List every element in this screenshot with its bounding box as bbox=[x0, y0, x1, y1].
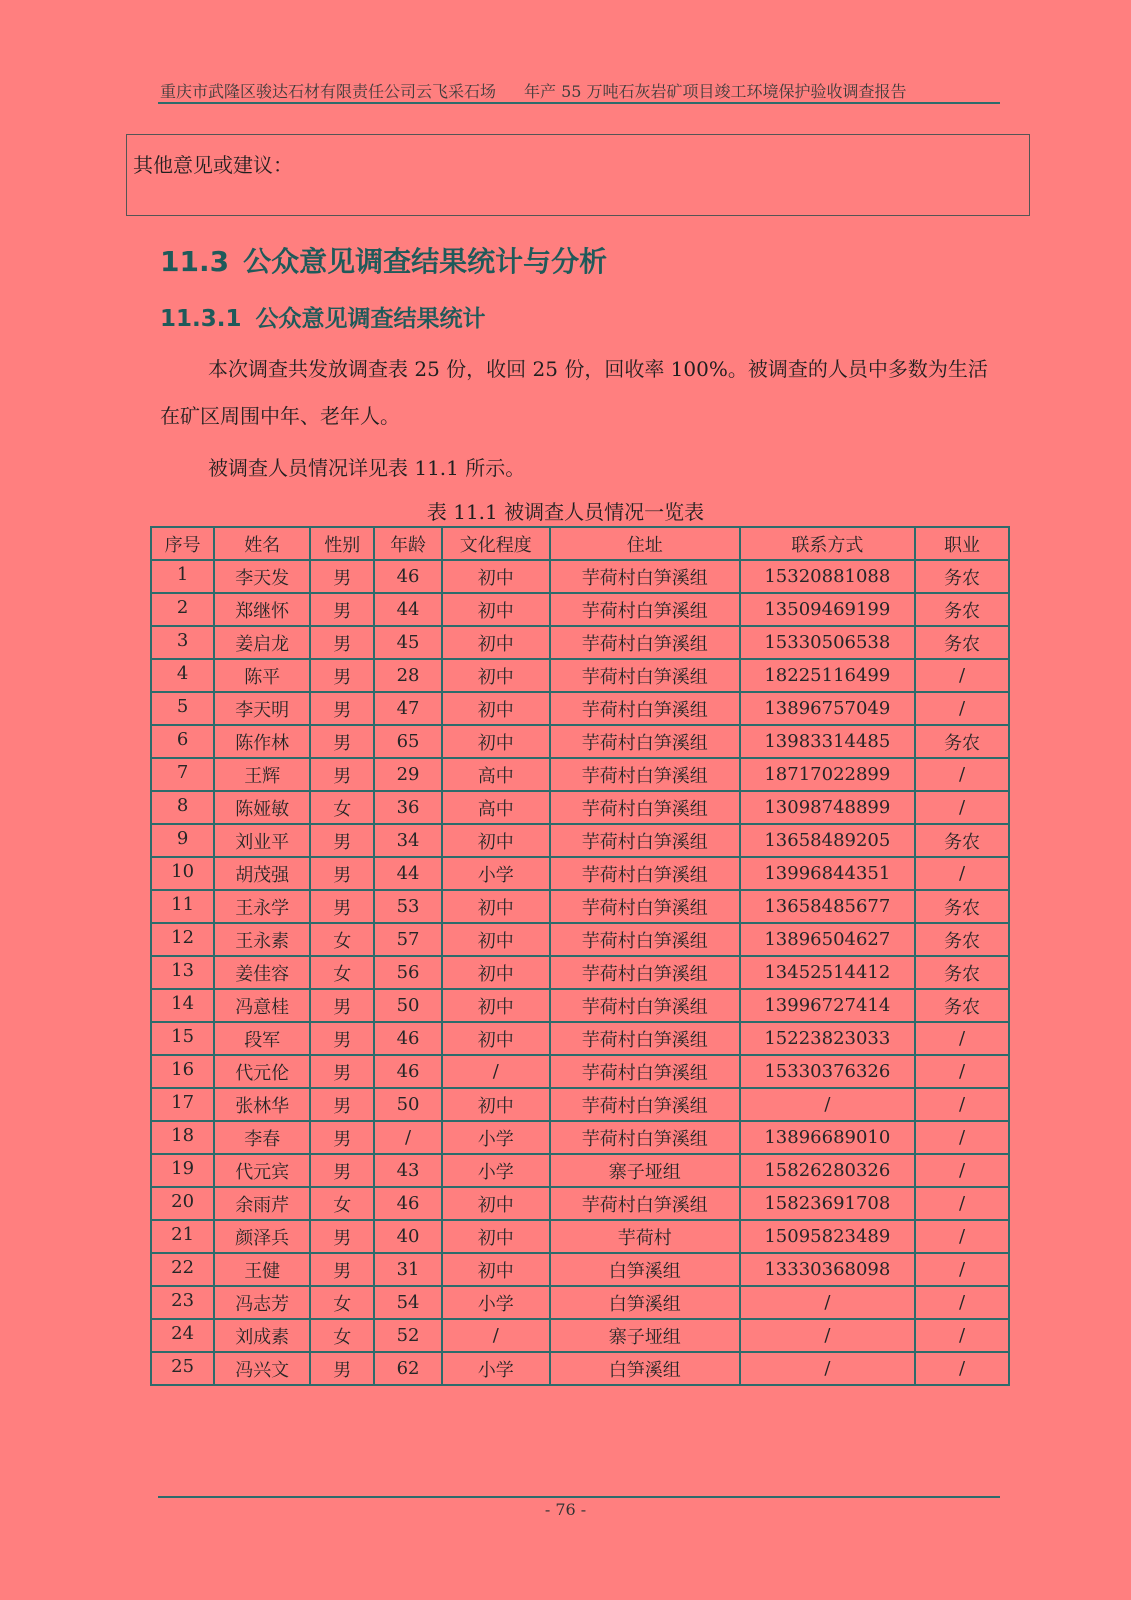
cell-index: 1 bbox=[151, 560, 214, 593]
cell-name: 陈娅敏 bbox=[214, 791, 310, 824]
cell-contact: / bbox=[740, 1286, 915, 1319]
cell-occupation: / bbox=[915, 1088, 1009, 1121]
cell-gender: 男 bbox=[310, 560, 374, 593]
cell-name: 王辉 bbox=[214, 758, 310, 791]
cell-name: 李春 bbox=[214, 1121, 310, 1154]
cell-occupation: 务农 bbox=[915, 956, 1009, 989]
cell-education: / bbox=[442, 1055, 550, 1088]
cell-occupation: / bbox=[915, 659, 1009, 692]
cell-education: 高中 bbox=[442, 791, 550, 824]
cell-address: 芋荷村 bbox=[550, 1220, 740, 1253]
cell-address: 芋荷村白笋溪组 bbox=[550, 758, 740, 791]
cell-address: 芋荷村白笋溪组 bbox=[550, 890, 740, 923]
cell-contact: 13996727414 bbox=[740, 989, 915, 1022]
col-header-age: 年龄 bbox=[374, 527, 441, 560]
cell-contact: 13658489205 bbox=[740, 824, 915, 857]
cell-index: 12 bbox=[151, 923, 214, 956]
cell-name: 陈作林 bbox=[214, 725, 310, 758]
table-row bbox=[151, 626, 1009, 659]
table-header-row bbox=[151, 527, 1009, 560]
summary-paragraph: 本次调查共发放调查表 25 份，收回 25 份，回收率 100%。被调查的人员中多数为生活在矿区周围中年、老年人。 bbox=[160, 357, 988, 428]
cell-occupation: / bbox=[915, 692, 1009, 725]
cell-age: 45 bbox=[374, 626, 441, 659]
cell-gender: 男 bbox=[310, 1253, 374, 1286]
header-company: 重庆市武隆区骏达石材有限责任公司云飞采石场 bbox=[160, 82, 497, 101]
cell-age: 54 bbox=[374, 1286, 441, 1319]
cell-age: 50 bbox=[374, 989, 441, 1022]
col-header-gender: 性别 bbox=[310, 527, 374, 560]
table-reference-paragraph: 被调查人员情况详见表 11.1 所示。 bbox=[208, 456, 526, 480]
cell-index: 25 bbox=[151, 1352, 214, 1385]
cell-age: 44 bbox=[374, 857, 441, 890]
cell-age: 53 bbox=[374, 890, 441, 923]
table-row bbox=[151, 692, 1009, 725]
cell-occupation: / bbox=[915, 1253, 1009, 1286]
cell-address: 芋荷村白笋溪组 bbox=[550, 725, 740, 758]
cell-age: 43 bbox=[374, 1154, 441, 1187]
cell-index: 11 bbox=[151, 890, 214, 923]
table-row bbox=[151, 560, 1009, 593]
cell-index: 19 bbox=[151, 1154, 214, 1187]
cell-name: 姜佳容 bbox=[214, 956, 310, 989]
table-row bbox=[151, 923, 1009, 956]
cell-contact: / bbox=[740, 1319, 915, 1352]
cell-index: 10 bbox=[151, 857, 214, 890]
cell-index: 17 bbox=[151, 1088, 214, 1121]
col-header-occupation: 职业 bbox=[915, 527, 1009, 560]
cell-contact: 13452514412 bbox=[740, 956, 915, 989]
cell-index: 20 bbox=[151, 1187, 214, 1220]
table-row bbox=[151, 1055, 1009, 1088]
col-header-education: 文化程度 bbox=[442, 527, 550, 560]
cell-gender: 男 bbox=[310, 857, 374, 890]
cell-education: 小学 bbox=[442, 1154, 550, 1187]
cell-education: 初中 bbox=[442, 593, 550, 626]
cell-name: 王永素 bbox=[214, 923, 310, 956]
cell-index: 13 bbox=[151, 956, 214, 989]
cell-occupation: / bbox=[915, 857, 1009, 890]
cell-age: 36 bbox=[374, 791, 441, 824]
cell-name: 陈平 bbox=[214, 659, 310, 692]
cell-address: 芋荷村白笋溪组 bbox=[550, 626, 740, 659]
cell-occupation: / bbox=[915, 1286, 1009, 1319]
cell-education: / bbox=[442, 1319, 550, 1352]
cell-index: 9 bbox=[151, 824, 214, 857]
table-row bbox=[151, 989, 1009, 1022]
cell-gender: 男 bbox=[310, 593, 374, 626]
cell-gender: 女 bbox=[310, 956, 374, 989]
cell-education: 初中 bbox=[442, 1253, 550, 1286]
col-header-name: 姓名 bbox=[214, 527, 310, 560]
cell-education: 初中 bbox=[442, 1220, 550, 1253]
cell-address: 芋荷村白笋溪组 bbox=[550, 857, 740, 890]
cell-contact: 13658485677 bbox=[740, 890, 915, 923]
cell-address: 白笋溪组 bbox=[550, 1286, 740, 1319]
cell-address: 芋荷村白笋溪组 bbox=[550, 1088, 740, 1121]
cell-occupation: / bbox=[915, 1154, 1009, 1187]
cell-index: 21 bbox=[151, 1220, 214, 1253]
cell-address: 芋荷村白笋溪组 bbox=[550, 824, 740, 857]
page-header bbox=[160, 79, 998, 102]
cell-education: 初中 bbox=[442, 1088, 550, 1121]
table-row bbox=[151, 824, 1009, 857]
cell-occupation: 务农 bbox=[915, 824, 1009, 857]
cell-education: 初中 bbox=[442, 692, 550, 725]
table-row bbox=[151, 1022, 1009, 1055]
cell-address: 芋荷村白笋溪组 bbox=[550, 692, 740, 725]
cell-name: 胡茂强 bbox=[214, 857, 310, 890]
cell-contact: 13896757049 bbox=[740, 692, 915, 725]
cell-index: 15 bbox=[151, 1022, 214, 1055]
cell-index: 14 bbox=[151, 989, 214, 1022]
table-row bbox=[151, 1154, 1009, 1187]
table-row bbox=[151, 857, 1009, 890]
cell-name: 姜启龙 bbox=[214, 626, 310, 659]
cell-education: 小学 bbox=[442, 1286, 550, 1319]
cell-occupation: / bbox=[915, 758, 1009, 791]
table-row bbox=[151, 758, 1009, 791]
cell-gender: 男 bbox=[310, 1154, 374, 1187]
cell-name: 刘成素 bbox=[214, 1319, 310, 1352]
cell-occupation: / bbox=[915, 1121, 1009, 1154]
cell-gender: 男 bbox=[310, 824, 374, 857]
cell-contact: 13330368098 bbox=[740, 1253, 915, 1286]
cell-address: 芋荷村白笋溪组 bbox=[550, 560, 740, 593]
cell-age: 47 bbox=[374, 692, 441, 725]
cell-contact: 15320881088 bbox=[740, 560, 915, 593]
cell-address: 寨子垭组 bbox=[550, 1319, 740, 1352]
cell-occupation: / bbox=[915, 1220, 1009, 1253]
cell-education: 初中 bbox=[442, 1022, 550, 1055]
cell-age: 40 bbox=[374, 1220, 441, 1253]
cell-education: 初中 bbox=[442, 923, 550, 956]
cell-occupation: / bbox=[915, 1352, 1009, 1385]
cell-index: 3 bbox=[151, 626, 214, 659]
table-row bbox=[151, 659, 1009, 692]
cell-index: 22 bbox=[151, 1253, 214, 1286]
cell-gender: 男 bbox=[310, 1055, 374, 1088]
cell-education: 小学 bbox=[442, 1121, 550, 1154]
opinion-label: 其他意见或建议： bbox=[133, 153, 293, 177]
cell-occupation: 务农 bbox=[915, 725, 1009, 758]
cell-age: 44 bbox=[374, 593, 441, 626]
cell-education: 初中 bbox=[442, 560, 550, 593]
cell-age: 62 bbox=[374, 1352, 441, 1385]
cell-gender: 男 bbox=[310, 692, 374, 725]
cell-index: 16 bbox=[151, 1055, 214, 1088]
cell-name: 冯意桂 bbox=[214, 989, 310, 1022]
cell-contact: 15823691708 bbox=[740, 1187, 915, 1220]
cell-age: 52 bbox=[374, 1319, 441, 1352]
cell-gender: 男 bbox=[310, 1352, 374, 1385]
subsection-number: 11.3.1 bbox=[160, 306, 242, 332]
section-number: 11.3 bbox=[160, 245, 230, 278]
table-row bbox=[151, 791, 1009, 824]
cell-age: 34 bbox=[374, 824, 441, 857]
cell-education: 初中 bbox=[442, 989, 550, 1022]
cell-occupation: / bbox=[915, 1022, 1009, 1055]
header-rule bbox=[158, 102, 1000, 104]
cell-occupation: / bbox=[915, 791, 1009, 824]
cell-age: 29 bbox=[374, 758, 441, 791]
cell-age: 50 bbox=[374, 1088, 441, 1121]
cell-age: 46 bbox=[374, 1187, 441, 1220]
section-heading bbox=[160, 240, 607, 280]
cell-address: 白笋溪组 bbox=[550, 1253, 740, 1286]
cell-contact: 13896689010 bbox=[740, 1121, 915, 1154]
cell-age: / bbox=[374, 1121, 441, 1154]
cell-name: 段军 bbox=[214, 1022, 310, 1055]
cell-occupation: 务农 bbox=[915, 923, 1009, 956]
cell-age: 28 bbox=[374, 659, 441, 692]
cell-index: 24 bbox=[151, 1319, 214, 1352]
cell-education: 小学 bbox=[442, 857, 550, 890]
cell-occupation: 务农 bbox=[915, 560, 1009, 593]
cell-index: 5 bbox=[151, 692, 214, 725]
cell-gender: 男 bbox=[310, 725, 374, 758]
cell-contact: 18717022899 bbox=[740, 758, 915, 791]
cell-contact: 15330506538 bbox=[740, 626, 915, 659]
table-row bbox=[151, 1286, 1009, 1319]
section-title: 公众意见调查结果统计与分析 bbox=[243, 245, 608, 278]
cell-index: 2 bbox=[151, 593, 214, 626]
cell-name: 代元伦 bbox=[214, 1055, 310, 1088]
cell-age: 56 bbox=[374, 956, 441, 989]
table-row bbox=[151, 1121, 1009, 1154]
cell-gender: 女 bbox=[310, 791, 374, 824]
cell-name: 王健 bbox=[214, 1253, 310, 1286]
cell-education: 初中 bbox=[442, 626, 550, 659]
table-row bbox=[151, 890, 1009, 923]
cell-gender: 女 bbox=[310, 1187, 374, 1220]
cell-gender: 女 bbox=[310, 1286, 374, 1319]
table-caption: 表 11.1 被调查人员情况一览表 bbox=[426, 500, 705, 524]
cell-occupation: 务农 bbox=[915, 593, 1009, 626]
cell-occupation: / bbox=[915, 1187, 1009, 1220]
cell-address: 芋荷村白笋溪组 bbox=[550, 659, 740, 692]
cell-gender: 男 bbox=[310, 659, 374, 692]
cell-name: 冯志芳 bbox=[214, 1286, 310, 1319]
survey-table-body bbox=[151, 560, 1009, 1385]
opinion-box bbox=[126, 134, 1030, 216]
cell-gender: 男 bbox=[310, 758, 374, 791]
cell-address: 芋荷村白笋溪组 bbox=[550, 956, 740, 989]
cell-name: 张林华 bbox=[214, 1088, 310, 1121]
cell-index: 4 bbox=[151, 659, 214, 692]
cell-gender: 女 bbox=[310, 923, 374, 956]
cell-address: 芋荷村白笋溪组 bbox=[550, 923, 740, 956]
table-row bbox=[151, 1253, 1009, 1286]
cell-education: 初中 bbox=[442, 890, 550, 923]
table-row bbox=[151, 1352, 1009, 1385]
cell-name: 刘业平 bbox=[214, 824, 310, 857]
table-row bbox=[151, 725, 1009, 758]
header-project: 年产 55 万吨石灰岩矿项目竣工环境保护验收调查报告 bbox=[524, 82, 907, 101]
cell-index: 6 bbox=[151, 725, 214, 758]
cell-age: 46 bbox=[374, 560, 441, 593]
cell-gender: 男 bbox=[310, 626, 374, 659]
table-row bbox=[151, 956, 1009, 989]
cell-name: 代元宾 bbox=[214, 1154, 310, 1187]
cell-gender: 男 bbox=[310, 989, 374, 1022]
cell-gender: 男 bbox=[310, 1088, 374, 1121]
cell-name: 冯兴文 bbox=[214, 1352, 310, 1385]
cell-contact: 15826280326 bbox=[740, 1154, 915, 1187]
cell-occupation: / bbox=[915, 1319, 1009, 1352]
col-header-index: 序号 bbox=[151, 527, 214, 560]
cell-index: 23 bbox=[151, 1286, 214, 1319]
subsection-heading bbox=[160, 300, 486, 333]
cell-name: 王永学 bbox=[214, 890, 310, 923]
cell-contact: 15095823489 bbox=[740, 1220, 915, 1253]
cell-address: 芋荷村白笋溪组 bbox=[550, 1022, 740, 1055]
cell-contact: 18225116499 bbox=[740, 659, 915, 692]
cell-contact: / bbox=[740, 1352, 915, 1385]
cell-address: 芋荷村白笋溪组 bbox=[550, 791, 740, 824]
cell-address: 寨子垭组 bbox=[550, 1154, 740, 1187]
cell-name: 郑继怀 bbox=[214, 593, 310, 626]
cell-occupation: 务农 bbox=[915, 989, 1009, 1022]
cell-index: 18 bbox=[151, 1121, 214, 1154]
cell-index: 8 bbox=[151, 791, 214, 824]
cell-age: 31 bbox=[374, 1253, 441, 1286]
cell-education: 初中 bbox=[442, 824, 550, 857]
cell-age: 57 bbox=[374, 923, 441, 956]
cell-education: 初中 bbox=[442, 1187, 550, 1220]
cell-gender: 男 bbox=[310, 1121, 374, 1154]
cell-address: 白笋溪组 bbox=[550, 1352, 740, 1385]
table-row bbox=[151, 1319, 1009, 1352]
footer-rule bbox=[158, 1496, 1000, 1498]
cell-occupation: 务农 bbox=[915, 626, 1009, 659]
table-row bbox=[151, 1088, 1009, 1121]
cell-education: 初中 bbox=[442, 659, 550, 692]
cell-age: 46 bbox=[374, 1022, 441, 1055]
cell-name: 余雨芹 bbox=[214, 1187, 310, 1220]
cell-occupation: 务农 bbox=[915, 890, 1009, 923]
cell-gender: 女 bbox=[310, 1319, 374, 1352]
cell-education: 高中 bbox=[442, 758, 550, 791]
cell-gender: 男 bbox=[310, 1022, 374, 1055]
cell-address: 芋荷村白笋溪组 bbox=[550, 1121, 740, 1154]
cell-age: 65 bbox=[374, 725, 441, 758]
cell-age: 46 bbox=[374, 1055, 441, 1088]
cell-name: 李天明 bbox=[214, 692, 310, 725]
cell-address: 芋荷村白笋溪组 bbox=[550, 593, 740, 626]
col-header-address: 住址 bbox=[550, 527, 740, 560]
cell-gender: 男 bbox=[310, 1220, 374, 1253]
subsection-title: 公众意见调查结果统计 bbox=[255, 306, 486, 332]
cell-address: 芋荷村白笋溪组 bbox=[550, 1055, 740, 1088]
cell-index: 7 bbox=[151, 758, 214, 791]
cell-contact: 13996844351 bbox=[740, 857, 915, 890]
cell-contact: 15223823033 bbox=[740, 1022, 915, 1055]
cell-contact: / bbox=[740, 1088, 915, 1121]
cell-address: 芋荷村白笋溪组 bbox=[550, 989, 740, 1022]
cell-contact: 13098748899 bbox=[740, 791, 915, 824]
cell-education: 初中 bbox=[442, 956, 550, 989]
cell-contact: 13896504627 bbox=[740, 923, 915, 956]
table-row bbox=[151, 1187, 1009, 1220]
col-header-contact: 联系方式 bbox=[740, 527, 915, 560]
cell-contact: 13983314485 bbox=[740, 725, 915, 758]
cell-gender: 男 bbox=[310, 890, 374, 923]
cell-name: 颜泽兵 bbox=[214, 1220, 310, 1253]
survey-table bbox=[150, 526, 1010, 1386]
cell-education: 初中 bbox=[442, 725, 550, 758]
table-row bbox=[151, 593, 1009, 626]
cell-contact: 13509469199 bbox=[740, 593, 915, 626]
cell-education: 小学 bbox=[442, 1352, 550, 1385]
cell-contact: 15330376326 bbox=[740, 1055, 915, 1088]
table-row bbox=[151, 1220, 1009, 1253]
page-number: - 76 - bbox=[544, 1500, 587, 1519]
cell-address: 芋荷村白笋溪组 bbox=[550, 1187, 740, 1220]
cell-name: 李天发 bbox=[214, 560, 310, 593]
cell-occupation: / bbox=[915, 1055, 1009, 1088]
